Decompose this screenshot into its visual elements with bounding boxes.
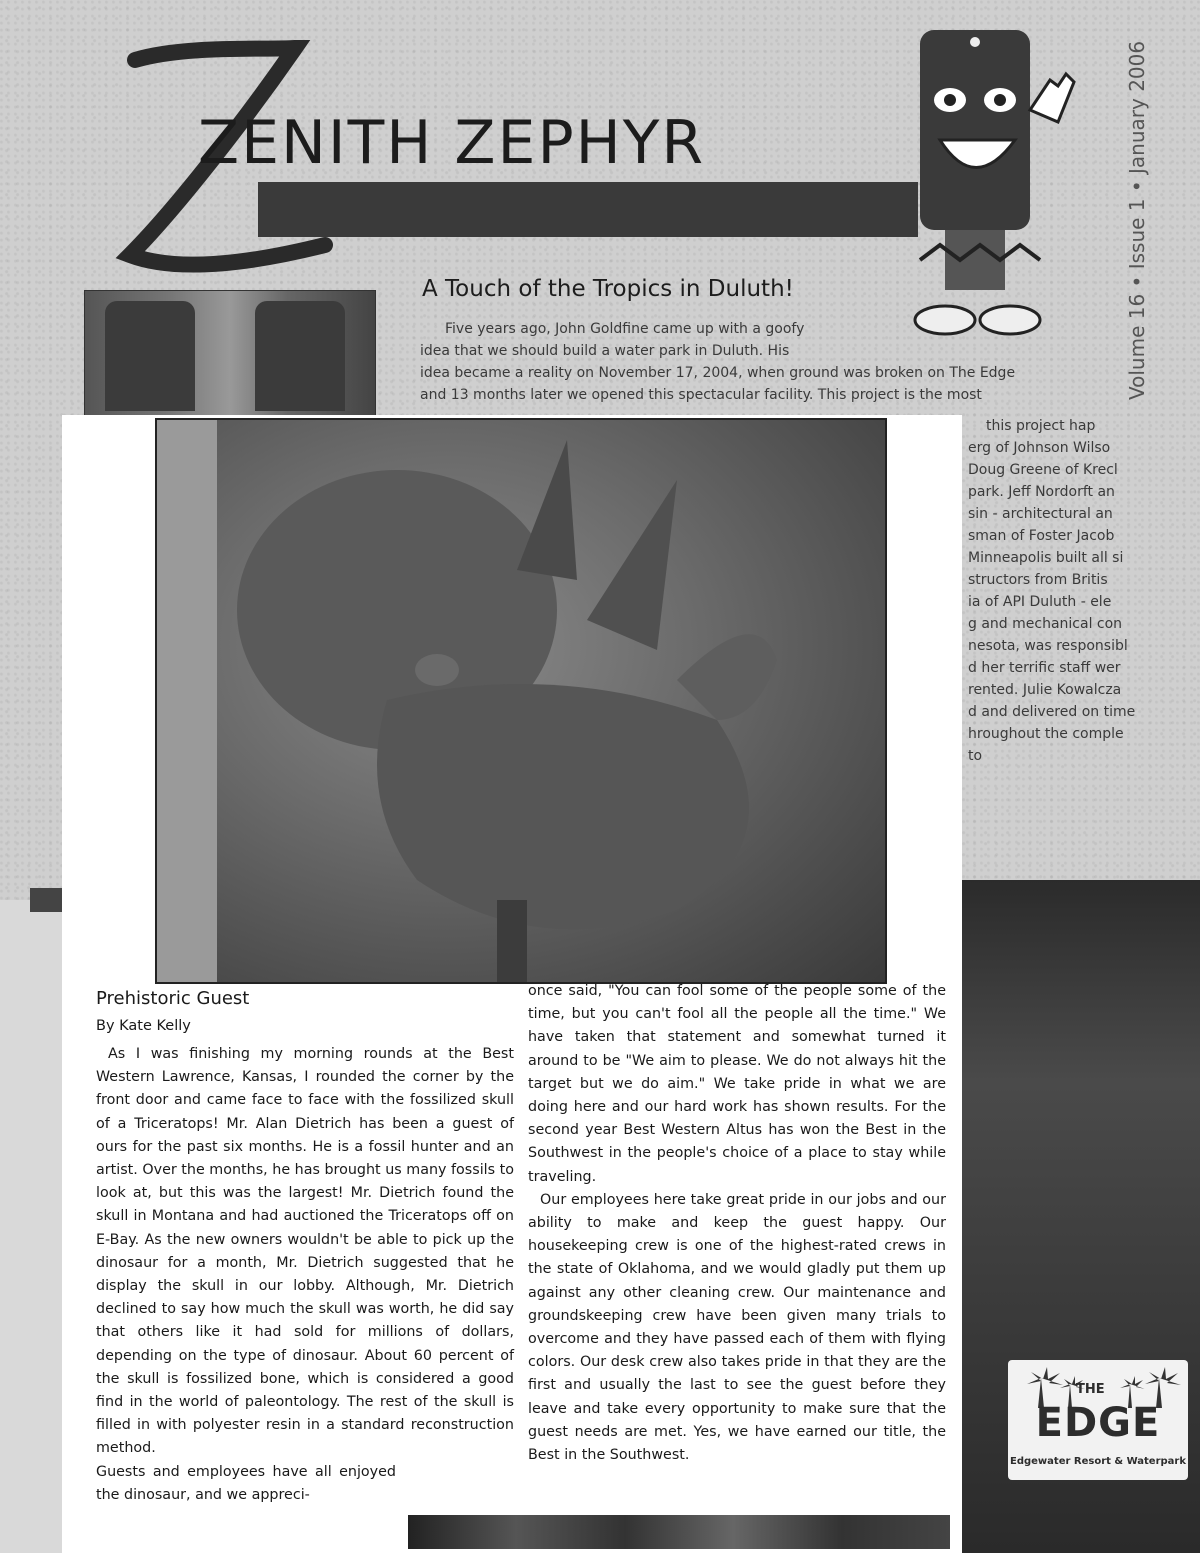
- article-paragraph: once said, "You can fool some of the people some of the time, but you can't fool all the people all the time." We have taken that statement and somewhat turned it around to be "We aim to please. We do not always hit the target but we do aim." We take pride in what we are doing here and our hard work has shown results. For the second year Best Western Altus has won the Best in the Southwest in the people's choice of a place to stay while traveling.: [528, 983, 946, 1185]
- masthead-title: ZENITH ZEPHYR: [198, 108, 706, 178]
- cut-line: nesota, was responsibl: [968, 638, 1128, 654]
- cut-line: erg of Johnson Wilso: [968, 440, 1111, 456]
- cut-line: park. Jeff Nordorft an: [968, 484, 1115, 500]
- cut-line: d her terrific staff wer: [968, 660, 1121, 676]
- cut-line: Doug Greene of Krecl: [968, 462, 1118, 478]
- lead-line: idea that we should build a water park in Duluth. His: [420, 343, 790, 359]
- cut-line: this project hap: [986, 418, 1096, 434]
- article-paragraph: Our employees here take great pride in our jobs and our ability to make and keep the guest happy. Our housekeeping crew is one of the highest-rated crews in the state of Oklahoma, and we would gladly put them up against any other cleaning crew. Our maintenance and groundskeeping crew have been given many trials to overcome and they have passed each of them with flying colors. Our desk crew also takes pride in that they are the first and usually the last to see the guest before they leave and take every opportunity to make sure that the guest needs are met. Yes, we have earned our title, the Best in the Southwest.: [528, 1191, 946, 1464]
- edge-logo: [1008, 1360, 1188, 1480]
- left-photo-strip: [30, 888, 62, 912]
- cut-line: sman of Foster Jacob: [968, 528, 1115, 544]
- article-title: Prehistoric Guest: [96, 988, 250, 1009]
- lead-headline: A Touch of the Tropics in Duluth!: [422, 276, 794, 302]
- volume-issue-date: Volume 16 • Issue 1 • January 2006: [1125, 40, 1149, 400]
- edge-logo-the: THE: [1076, 1382, 1105, 1397]
- edge-logo-word: EDGE: [1035, 1400, 1161, 1446]
- cut-line: g and mechanical con: [968, 616, 1123, 632]
- cut-line: Minneapolis built all si: [968, 550, 1124, 566]
- cut-line: hroughout the comple: [968, 726, 1124, 742]
- article-byline: By Kate Kelly: [96, 1018, 191, 1034]
- triceratops-skull-photo: [155, 418, 887, 984]
- tiki-mascot-icon: [890, 20, 1080, 350]
- cut-line: structors from Britis: [968, 572, 1108, 588]
- cut-line: d and delivered on time: [968, 704, 1136, 720]
- article-left-column: [96, 1043, 514, 1507]
- cut-line: to: [968, 748, 983, 764]
- cut-line: ia of API Duluth - ele: [968, 594, 1112, 610]
- tiki-statues-photo: [84, 290, 376, 417]
- lead-paragraph: [420, 318, 1140, 406]
- bottom-photo-strip: [408, 1515, 950, 1549]
- cut-line: rented. Julie Kowalcza: [968, 682, 1122, 698]
- article-paragraph: As I was finishing my morning rounds at the Best Western Lawrence, Kansas, I rounded the corner by the front door and came face to face with the fossilized skull of a Triceratops! Mr. Alan Dietrich has been a guest of ours for the past six months. He is a fossil hunter and an artist. Over the months, he has brought us many fossils to look at, but this was the largest! Mr. Dietrich found the skull in Montana and had auctioned the Triceratops off on E-Bay. As the new owners wouldn't be able to pick up the dinosaur for a month, Mr. Dietrich suggested that he display the skull in our lobby. Although, Mr. Dietrich declined to say how much the skull was worth, he did say that others like it had sold for millions of dollars, depending on the type of dinosaur. About 60 percent of the skull is fossilized bone, which is considered a good find in the world of paleontology. The rest of the skull is filled in with polyester resin in a standard reconstruction method.: [96, 1046, 514, 1457]
- lead-line: Five years ago, John Goldfine came up with a goofy: [445, 321, 805, 337]
- lead-continued-text: [968, 415, 1158, 767]
- title-bar: [258, 182, 918, 237]
- edge-logo-subtitle: Edgewater Resort & Waterpark: [1010, 1456, 1186, 1467]
- article-right-column: [528, 980, 946, 1467]
- lead-line: idea became a reality on November 17, 2004, when ground was broken on The Edge: [420, 365, 1016, 381]
- cut-line: sin - architectural an: [968, 506, 1113, 522]
- lead-line: and 13 months later we opened this spectacular facility. This project is the most: [420, 387, 982, 403]
- article-paragraph-tail: Guests and employees have all enjoyed the dinosaur, and we appreci-: [96, 1463, 396, 1503]
